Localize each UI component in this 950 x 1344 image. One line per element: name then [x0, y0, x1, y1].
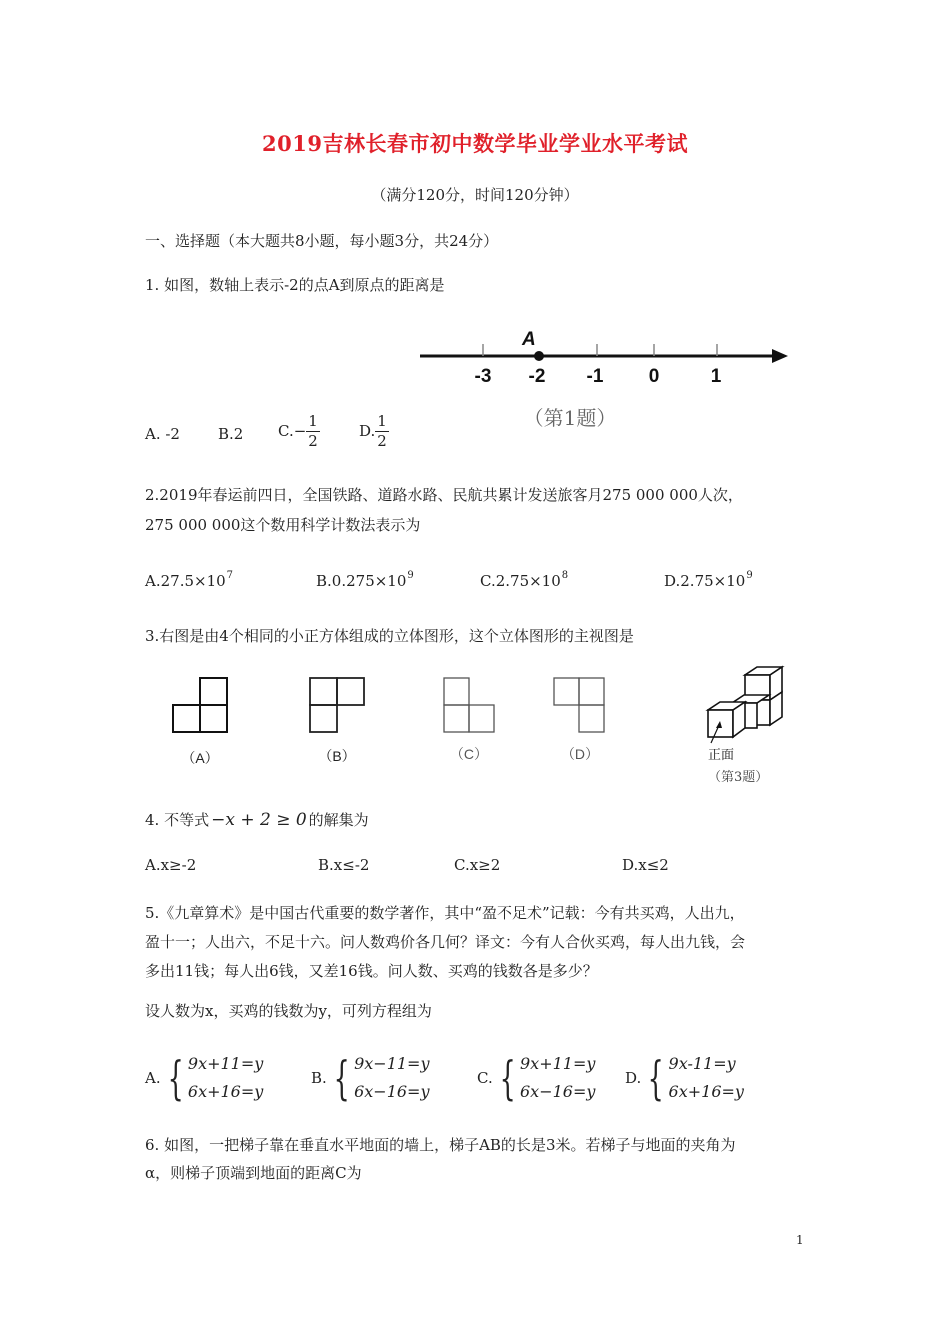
q4-option-c: C.x≥2	[454, 856, 501, 874]
section-heading: 一、选择题（本大题共8小题，每小题3分，共24分）	[145, 232, 499, 250]
q5-text-line3: 多出11钱；每人出6钱，又差16钱。问人数、买鸡的钱数各是多少？	[145, 962, 598, 980]
q2-option-d: $D.2.75\times 10^9$	[664, 570, 753, 590]
tick-label: -3	[474, 366, 492, 387]
q1-figure-caption: （第1题）	[523, 406, 617, 430]
page-number: 1	[796, 1233, 804, 1247]
tick-label: -2	[528, 366, 546, 387]
q5-text-line1: 5.《九章算术》是中国古代重要的数学著作，其中“盈不足术”记载：今有共买鸡，人出九，	[145, 904, 745, 922]
q2-text-line1: 2.2019年春运前四日，全国铁路、道路水路、民航共累计发送旅客月275 000 000人次，	[145, 486, 743, 504]
option-d-label: （D）	[560, 746, 600, 762]
option-c-label: （C）	[449, 746, 489, 762]
exam-subtitle: （满分120分，时间120分钟）	[371, 186, 579, 204]
option-b-label: （B）	[318, 748, 356, 764]
q6-text-line1: 6. 如图，一把梯子靠在垂直水平地面的墙上，梯子AB的长是3米。若梯子与地面的夹角为	[145, 1136, 736, 1154]
q5-text-line2: 盈十一；人出六，不足十六。问人数鸡价各几何？译文：今有人合伙买鸡，每人出九钱，会	[145, 933, 746, 951]
q5-text-line4: 设人数为x，买鸡的钱数为y，可列方程组为	[145, 1002, 432, 1020]
option-c-view	[444, 678, 494, 732]
q1-text: 1. 如图，数轴上表示-2的点A到原点的距离是	[145, 276, 445, 294]
q2-text-line2: 275 000 000这个数用科学计数法表示为	[145, 516, 421, 534]
q2-option-a: $A.27.5\times 10^7$	[145, 570, 234, 590]
point-a-dot	[534, 351, 544, 361]
q5-option-b: B. { 9x−11=y 6x−16=y	[311, 1051, 430, 1105]
q4-expression: −x + 2 ≥ 0	[211, 810, 307, 830]
q1-option-d: D. $\frac{1}{2}$	[359, 412, 387, 450]
option-a-label: （A）	[181, 750, 219, 766]
q4-option-a: A.x≥-2	[145, 856, 197, 874]
tick-label: 1	[710, 366, 722, 387]
q3-text: 3.右图是由4个相同的小正方体组成的立体图形，这个立体图形的主视图是	[145, 627, 634, 645]
page-title: 2019吉林长春市初中数学毕业学业水平考试	[262, 131, 688, 156]
q5-option-d: D. { 9x-11=y 6x+16=y	[625, 1051, 744, 1105]
q4-option-b: B.x≤-2	[318, 856, 370, 874]
option-b-view	[310, 678, 364, 732]
q1-option-b: B.2	[218, 425, 244, 443]
q2-option-b: $B.0.275\times 10^9$	[316, 570, 414, 590]
q1-number-line-figure	[410, 325, 795, 440]
option-a-view	[173, 678, 227, 732]
tick-label: 0	[648, 366, 660, 387]
q5-option-c: C. { 9x+11=y 6x−16=y	[477, 1051, 596, 1105]
point-a-label: A	[522, 329, 536, 350]
q6-text-line2: α，则梯子顶端到地面的距离C为	[145, 1164, 362, 1182]
q5-option-a: A. { 9x+11=y 6x+16=y	[145, 1051, 264, 1105]
q1-option-c: C.− $\frac{1}{2}$	[278, 412, 318, 450]
q3-figure-caption: （第3题）	[708, 770, 769, 785]
front-label: 正面	[708, 748, 735, 763]
tick-label: -1	[586, 366, 604, 387]
q1-option-a: A. -2	[145, 425, 180, 443]
q2-option-c: $C.2.75\times 10^8$	[480, 570, 569, 590]
q4-text: 4. 不等式 −x + 2 ≥ 0 的解集为	[145, 810, 369, 830]
arrow-head-icon	[772, 349, 788, 363]
q4-option-d: D.x≤2	[622, 856, 669, 874]
q3-figures	[160, 665, 810, 795]
option-d-view	[554, 678, 604, 732]
